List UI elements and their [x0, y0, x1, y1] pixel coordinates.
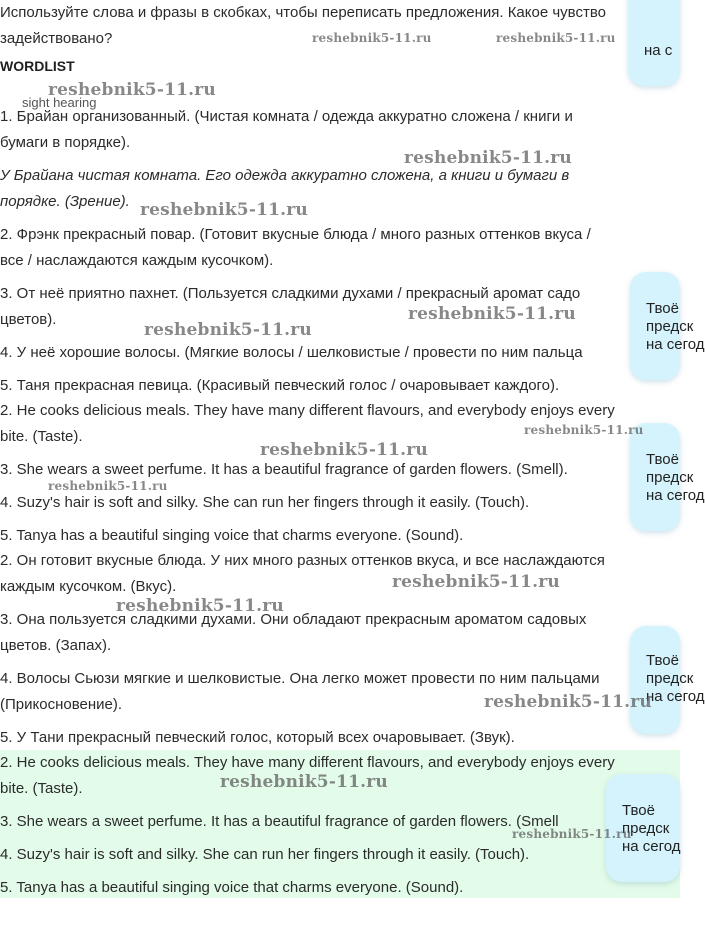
answer-en-line: 5. Tanya has a beautiful singing voice that charms everyone. (Sound).: [0, 527, 464, 544]
watermark: reshebnik5-11.ru: [144, 320, 312, 340]
promo-bubble-text: предск: [622, 820, 670, 837]
promo-bubble-text: предск: [646, 670, 694, 687]
watermark: reshebnik5-11.ru: [48, 80, 216, 100]
answer-ru-line: 2. Он готовит вкусные блюда. У них много разных оттенков вкуса, и все наслаждаются: [0, 552, 605, 569]
promo-bubble-text: на сегод: [646, 487, 705, 504]
example-question: 1. Брайан организованный. (Чистая комната / одежда аккуратно сложена / книги и: [0, 108, 573, 125]
answer-ru-line: цветов. (Запах).: [0, 637, 112, 654]
answer-ru-line: 3. Она пользуется сладкими духами. Они обладают прекрасным ароматом садовых: [0, 611, 587, 628]
task-line: 3. От неё приятно пахнет. (Пользуется сладкими духами / прекрасный аромат садо: [0, 285, 581, 302]
task-line: 2. Фрэнк прекрасный повар. (Готовит вкусные блюда / много разных оттенков вкуса /: [0, 226, 591, 243]
watermark: reshebnik5-11.ru: [312, 31, 432, 45]
answer-en-line: bite. (Taste).: [0, 428, 83, 445]
wordlist-partial: sight hearing: [22, 95, 97, 110]
promo-bubble-text: на сегод: [646, 336, 705, 353]
answer-ru-line: 4. Волосы Сьюзи мягкие и шелковистые. Она легко может провести по ним пальцами: [0, 670, 600, 687]
answer-ru-line: каждым кусочком. (Вкус).: [0, 578, 177, 595]
answer-ru-line: 5. У Тани прекрасный певческий голос, который всех очаровывает. (Звук).: [0, 729, 515, 746]
task-line: цветов).: [0, 311, 57, 328]
example-question: бумаги в порядке).: [0, 134, 131, 151]
instruction-text: Используйте слова и фразы в скобках, чтобы переписать предложения. Какое чувство: [0, 4, 606, 21]
promo-bubble[interactable]: [630, 626, 705, 734]
watermark: reshebnik5-11.ru: [408, 304, 576, 324]
task-line: 5. Таня прекрасная певица. (Красивый певческий голос / очаровывает каждого).: [0, 377, 560, 394]
watermark: reshebnik5-11.ru: [220, 772, 388, 792]
promo-bubble[interactable]: [630, 423, 705, 531]
promo-bubble-text: на сегод: [622, 838, 681, 855]
instruction-text: задействовано?: [0, 30, 113, 47]
promo-bubble[interactable]: [628, 0, 680, 86]
watermark: reshebnik5-11.ru: [116, 596, 284, 616]
promo-bubble-text: Твоё: [646, 451, 679, 468]
highlight-answer-line: 3. She wears a sweet perfume. It has a beautiful fragrance of garden flowers. (Smell: [0, 813, 559, 830]
promo-bubble[interactable]: [630, 272, 705, 380]
watermark: reshebnik5-11.ru: [496, 31, 616, 45]
example-answer: У Брайана чистая комната. Его одежда аккуратно сложена, а книги и бумаги в: [0, 167, 570, 184]
promo-bubble-text: на с: [644, 42, 673, 59]
answer-en-line: 4. Suzy's hair is soft and silky. She can run her fingers through it easily. (Touch).: [0, 494, 530, 511]
promo-bubble-text: на сегод: [646, 688, 705, 705]
promo-bubble-text: предск: [646, 318, 694, 335]
promo-bubble-text: Твоё: [646, 652, 679, 669]
watermark: reshebnik5-11.ru: [524, 423, 644, 437]
answer-en-line: 3. She wears a sweet perfume. It has a beautiful fragrance of garden flowers. (Smell).: [0, 461, 568, 478]
watermark: reshebnik5-11.ru: [512, 827, 632, 841]
highlight-answer-line: 5. Tanya has a beautiful singing voice that charms everyone. (Sound).: [0, 879, 464, 896]
highlight-answer-line: 4. Suzy's hair is soft and silky. She can run her fingers through it easily. (Touch).: [0, 846, 530, 863]
promo-bubble-text: Твоё: [646, 300, 679, 317]
watermark: reshebnik5-11.ru: [260, 440, 428, 460]
watermark: reshebnik5-11.ru: [404, 148, 572, 168]
task-line: 4. У неё хорошие волосы. (Мягкие волосы / шелковистые / провести по ним пальца: [0, 344, 583, 361]
highlight-answer-line: bite. (Taste).: [0, 780, 83, 797]
promo-bubble-text: Твоё: [622, 802, 655, 819]
answer-ru-line: (Прикосновение).: [0, 696, 123, 713]
promo-bubble-text: предск: [646, 469, 694, 486]
watermark: reshebnik5-11.ru: [48, 479, 168, 493]
highlight-answer-line: 2. He cooks delicious meals. They have many different flavours, and everybody enjoys every: [0, 754, 615, 771]
answer-en-line: 2. He cooks delicious meals. They have many different flavours, and everybody enjoys every: [0, 402, 615, 419]
wordlist-title: WORDLIST: [0, 58, 75, 74]
example-answer: порядке. (Зрение).: [0, 193, 130, 210]
watermark: reshebnik5-11.ru: [140, 200, 308, 220]
watermark: reshebnik5-11.ru: [392, 572, 560, 592]
watermark: reshebnik5-11.ru: [484, 692, 652, 712]
task-line: все / наслаждаются каждым кусочком).: [0, 252, 274, 269]
